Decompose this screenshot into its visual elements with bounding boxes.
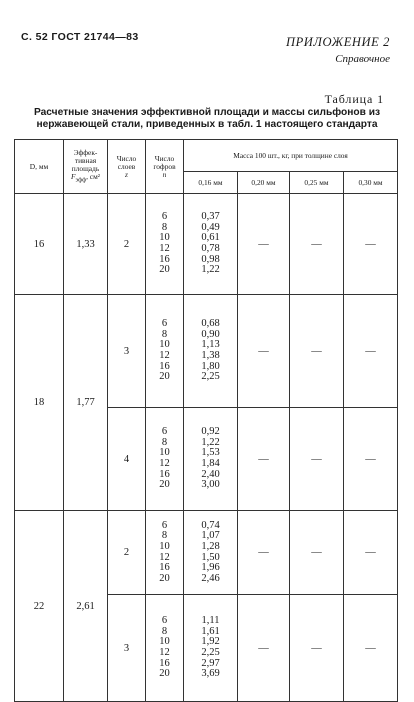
header-d: D, мм [15,140,64,194]
cell-mass-016: 0,68 0,90 1,13 1,38 1,80 2,25 [184,295,238,408]
cell-area: 2,61 [64,511,108,702]
cell-mass-020: — [238,408,290,511]
table-label: Таблица 1 [324,92,384,106]
cell-corrugations: 6 8 10 12 16 20 [146,511,184,595]
cell-mass-030: — [344,511,398,595]
cell-mass-030: — [344,595,398,702]
data-table [14,139,398,702]
cell-layers: 3 [108,295,146,408]
cell-corrugations: 6 8 10 12 16 20 [146,408,184,511]
cell-mass-025: — [290,408,344,511]
header-thickness-2: 0,20 мм [238,172,290,194]
header-area: Эффек-тивная площадь $F_{эфф}$, см² [64,140,108,194]
table-caption: Расчетные значения эффективной площади и массы сильфонов из нержавеющей стали, приведенных в табл. 1 настоящего стандарта [33,107,381,130]
appendix-subtitle: Справочное [335,53,390,65]
cell-area: 1,77 [64,295,108,511]
cell-mass-020: — [238,595,290,702]
table-row [15,194,398,295]
table-row [15,295,398,408]
header-thickness-3: 0,25 мм [290,172,344,194]
cell-layers: 4 [108,408,146,511]
cell-layers: 2 [108,194,146,295]
cell-mass-025: — [290,194,344,295]
cell-mass-025: — [290,511,344,595]
cell-mass-020: — [238,511,290,595]
cell-mass-020: — [238,194,290,295]
header-thickness-4: 0,30 мм [344,172,398,194]
cell-layers: 2 [108,511,146,595]
cell-mass-030: — [344,408,398,511]
cell-mass-025: — [290,295,344,408]
cell-d: 16 [15,194,64,295]
cell-mass-030: — [344,295,398,408]
appendix-title: ПРИЛОЖЕНИЕ 2 [285,35,390,49]
header-thickness-1: 0,16 мм [184,172,238,194]
cell-mass-020: — [238,295,290,408]
header-corrugations: Число гофров n [146,140,184,194]
cell-mass-030: — [344,194,398,295]
header-mass-group: Масса 100 шт., кг, при толщине слоя [184,140,398,172]
cell-corrugations: 6 8 10 12 16 20 [146,595,184,702]
cell-corrugations: 6 8 10 12 16 20 [146,194,184,295]
appendix-block [286,35,390,65]
cell-d: 18 [15,295,64,511]
cell-mass-016: 0,37 0,49 0,61 0,78 0,98 1,22 [184,194,238,295]
table-row [15,511,398,595]
cell-layers: 3 [108,595,146,702]
cell-corrugations: 6 8 10 12 16 20 [146,295,184,408]
header-layers: Число слоев z [108,140,146,194]
cell-d: 22 [15,511,64,702]
cell-mass-016: 0,74 1,07 1,28 1,50 1,96 2,46 [184,511,238,595]
cell-mass-016: 0,92 1,22 1,53 1,84 2,40 3,00 [184,408,238,511]
page-header: С. 52 ГОСТ 21744—83 [21,31,139,43]
cell-mass-025: — [290,595,344,702]
cell-area: 1,33 [64,194,108,295]
cell-mass-016: 1,11 1,61 1,92 2,25 2,97 3,69 [184,595,238,702]
